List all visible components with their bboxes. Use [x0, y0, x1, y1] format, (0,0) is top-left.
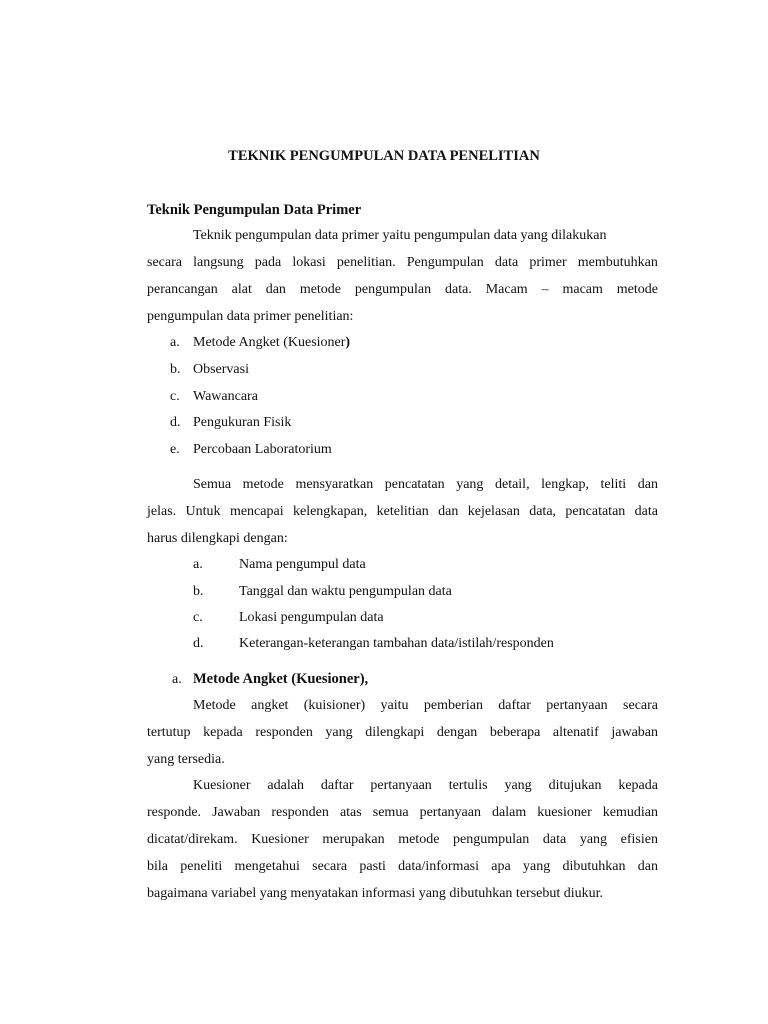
paragraph-4-line-4: bila peneliti mengetahui secara pasti data/informasi apa yang dibutuhkan dan	[147, 859, 658, 874]
paragraph-4-line-3: dicatat/direkam. Kuesioner merupakan metode pengumpulan data yang efisien	[147, 832, 658, 847]
paragraph-1-line-3: perancangan alat dan metode pengumpulan data. Macam – macam metode	[147, 282, 658, 297]
method-a-close-paren: )	[345, 335, 351, 350]
paragraph-4-line-5: bagaimana variabel yang menyatakan informasi yang dibutuhkan tersebut diukur.	[147, 886, 604, 901]
paragraph-2-line-1: Semua metode mensyaratkan pencatatan yang detail, lengkap, teliti dan	[193, 477, 658, 492]
list-item-text: Percobaan Laboratorium	[193, 442, 332, 457]
word: lokasi	[292, 255, 326, 270]
list-item-text: Lokasi pengumpulan data	[239, 610, 384, 625]
paragraph-3-line-3: yang tersedia.	[147, 752, 225, 767]
word: secara	[147, 255, 182, 270]
word: penelitian.	[336, 255, 396, 270]
paragraph-1-line-1: Teknik pengumpulan data primer yaitu pengumpulan data yang dilakukan	[193, 228, 607, 243]
list-item-text: Nama pengumpul data	[239, 557, 366, 572]
word: Pengumpulan	[406, 255, 484, 270]
list-item-text: Keterangan-keterangan tambahan data/istilah/responden	[239, 636, 554, 651]
paragraph-3-line-1: Metode angket (kuisioner) yaitu pemberian daftar pertanyaan secara	[193, 698, 658, 713]
paragraph-1-line-4: pengumpulan data primer penelitian:	[147, 309, 354, 324]
list-item-text: Tanggal dan waktu pengumpulan data	[239, 584, 452, 599]
word: data	[494, 255, 519, 270]
word: membutuhkan	[577, 255, 658, 270]
list-marker: c.	[170, 389, 180, 404]
word: langsung	[193, 255, 244, 270]
list-item-text: Wawancara	[193, 389, 258, 404]
paragraph-2-line-3: harus dilengkapi dengan:	[147, 531, 288, 546]
subsection-heading: Metode Angket (Kuesioner),	[193, 671, 369, 687]
word: pada	[254, 255, 282, 270]
list-marker: c.	[193, 610, 203, 625]
list-item-text	[193, 335, 350, 351]
subsection-marker: a.	[172, 672, 182, 687]
paragraph-3-line-2: tertutup kepada responden yang dilengkapi dengan beberapa altenatif jawaban	[147, 725, 658, 740]
list-item-text: Observasi	[193, 362, 249, 377]
word: primer	[529, 255, 567, 270]
list-marker: a.	[193, 557, 203, 572]
document-title: TEKNIK PENGUMPULAN DATA PENELITIAN	[228, 148, 540, 164]
method-a-text: Metode Angket (Kuesioner	[193, 335, 346, 350]
paragraph-2-line-2: jelas. Untuk mencapai kelengkapan, ketelitian dan kejelasan data, pencatatan data	[147, 504, 658, 519]
list-marker: b.	[193, 584, 204, 599]
list-item-text: Pengukuran Fisik	[193, 415, 292, 430]
section-heading: Teknik Pengumpulan Data Primer	[147, 202, 362, 218]
paragraph-4-line-2: responde. Jawaban responden atas semua pertanyaan dalam kuesioner kemudian	[147, 805, 658, 820]
list-marker: a.	[170, 335, 180, 350]
list-marker: e.	[170, 442, 180, 457]
list-marker: b.	[170, 362, 181, 377]
list-marker: d.	[193, 636, 204, 651]
list-marker: d.	[170, 415, 181, 430]
paragraph-1-line-2	[147, 255, 658, 271]
paragraph-4-line-1: Kuesioner adalah daftar pertanyaan tertulis yang ditujukan kepada	[193, 778, 658, 793]
